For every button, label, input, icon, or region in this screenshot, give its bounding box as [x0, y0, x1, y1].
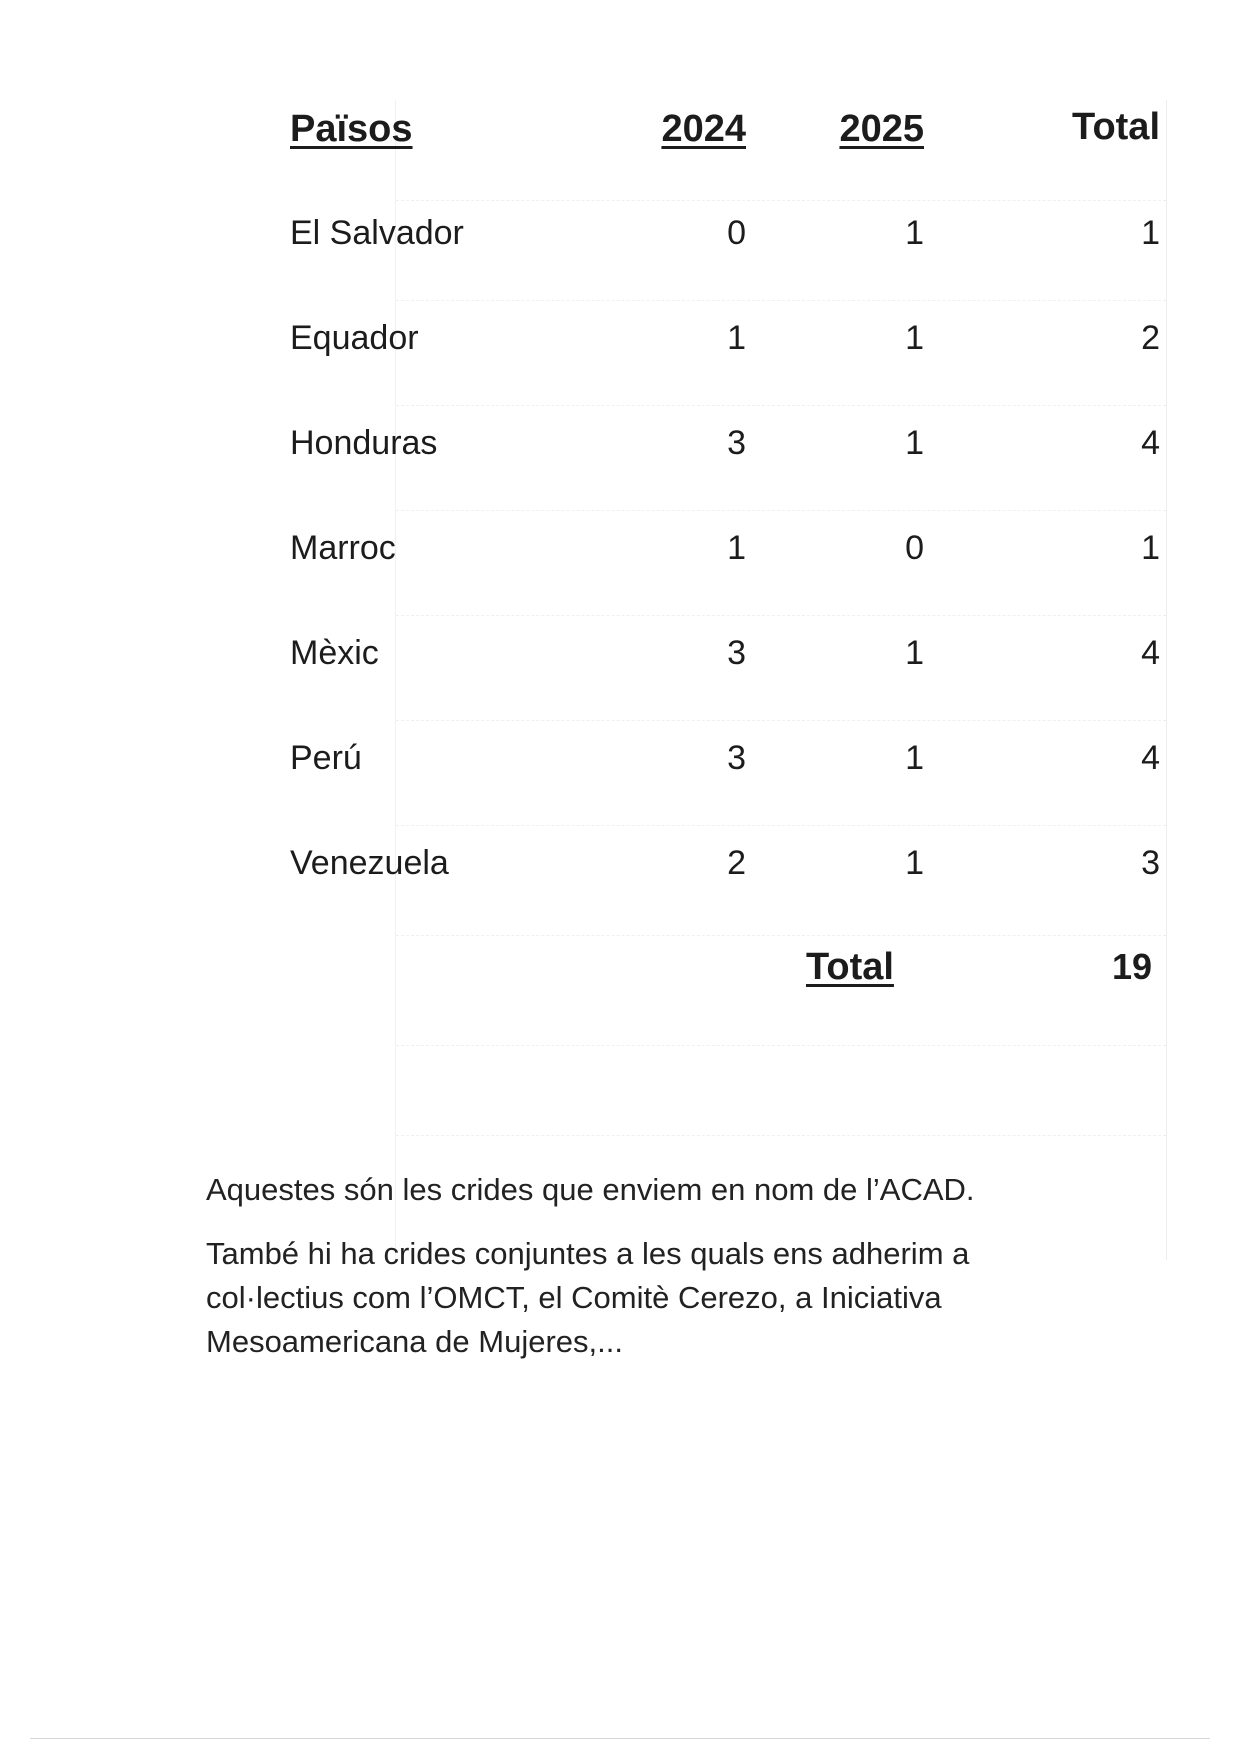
value-2024: 0 — [727, 214, 746, 252]
note-paragraph-1: Aquestes són les crides que enviem en nom de l’ACAD. — [206, 1172, 975, 1207]
value-2025: 1 — [905, 319, 924, 357]
value-total: 4 — [1141, 634, 1160, 672]
value-total: 2 — [1141, 319, 1160, 357]
value-total: 4 — [1141, 739, 1160, 777]
header-2024: 2024 — [661, 108, 746, 150]
note-paragraph-2-line-3: Mesoamericana de Mujeres,... — [206, 1324, 623, 1359]
header-total: Total — [1072, 106, 1160, 148]
value-2024: 3 — [727, 634, 746, 672]
value-2024: 1 — [727, 319, 746, 357]
value-2024: 2 — [727, 844, 746, 882]
country-name: Honduras — [290, 424, 438, 462]
page-bottom-rule — [30, 1738, 1210, 1739]
value-2025: 1 — [905, 424, 924, 462]
value-2025: 1 — [905, 214, 924, 252]
value-total: 4 — [1141, 424, 1160, 462]
value-2025: 1 — [905, 634, 924, 672]
value-total: 1 — [1141, 214, 1160, 252]
header-countries: Països — [290, 108, 413, 150]
value-2024: 1 — [727, 529, 746, 567]
value-2024: 3 — [727, 424, 746, 462]
value-2025: 1 — [905, 739, 924, 777]
country-name: Perú — [290, 739, 362, 777]
value-2024: 3 — [727, 739, 746, 777]
value-total: 1 — [1141, 529, 1160, 567]
country-name: Marroc — [290, 529, 396, 567]
value-2025: 0 — [905, 529, 924, 567]
value-total: 3 — [1141, 844, 1160, 882]
country-name: El Salvador — [290, 214, 464, 252]
value-2025: 1 — [905, 844, 924, 882]
grand-total-value: 19 — [1111, 946, 1152, 987]
country-name: Venezuela — [290, 844, 449, 882]
note-paragraph-2-line-2: col·lectius com l’OMCT, el Comitè Cerezo, a Iniciativa — [206, 1280, 942, 1315]
country-name: Mèxic — [290, 634, 379, 672]
header-2025: 2025 — [839, 108, 924, 150]
scan-show-through — [395, 100, 1167, 1260]
grand-total-label: Total — [806, 946, 894, 988]
note-paragraph-2-line-1: També hi ha crides conjuntes a les quals ens adherim a — [206, 1236, 970, 1271]
country-name: Equador — [290, 319, 419, 357]
